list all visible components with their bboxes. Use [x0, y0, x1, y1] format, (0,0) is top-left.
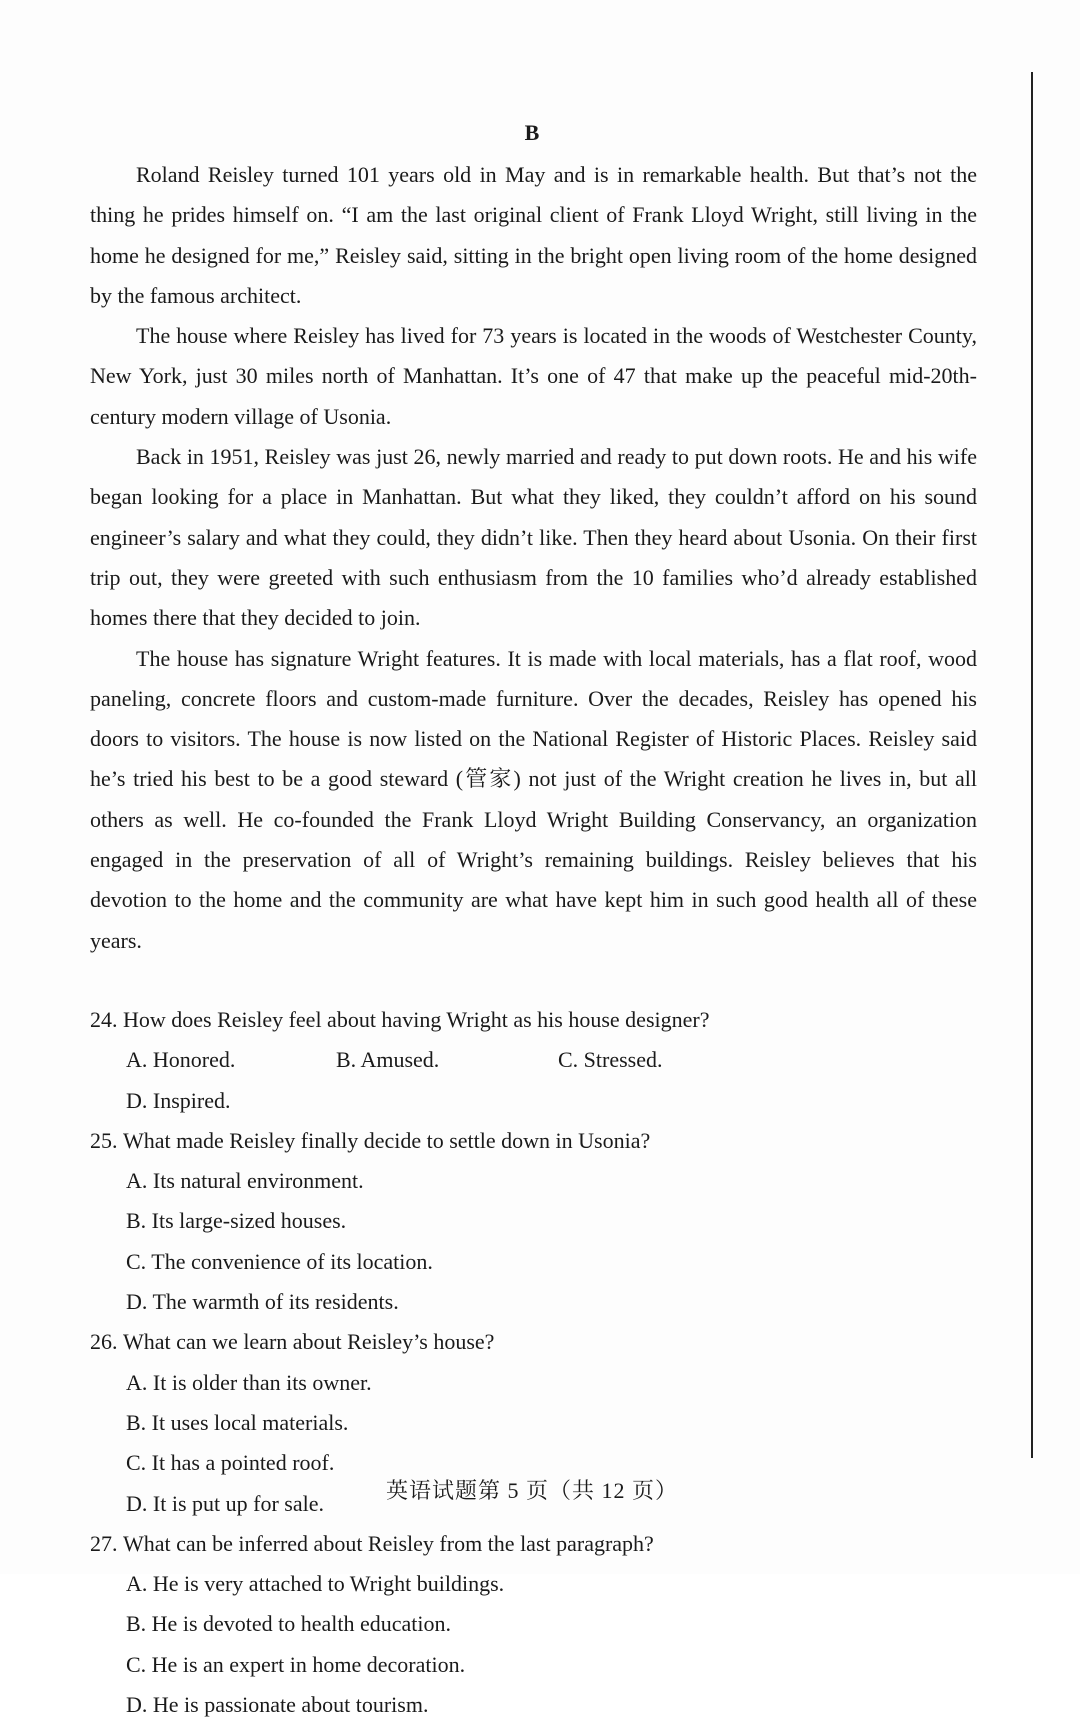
question-stem [90, 1000, 977, 1040]
question-27 [90, 1524, 977, 1725]
question-stem [90, 1121, 977, 1161]
question-stem [90, 1322, 977, 1362]
option-a[interactable]: A. It is older than its owner. [126, 1369, 372, 1395]
option-c[interactable]: C. It has a pointed roof. [126, 1450, 335, 1476]
option-c[interactable]: C. He is an expert in home decoration. [126, 1651, 466, 1677]
passage-paragraph: The house where Reisley has lived for 73 years is located in the woods of Westchester County, New York, just 30 miles north of Manhattan. It’s one of 47 that make up the peaceful mid-20th-century modern village of Usonia. [90, 323, 977, 429]
question-text: What made Reisley finally decide to settle down in Usonia? [123, 1127, 651, 1153]
option-c[interactable]: C. The convenience of its location. [126, 1248, 433, 1274]
option-list [90, 1161, 977, 1322]
option-list [90, 1564, 977, 1725]
question-text: What can we learn about Reisley’s house? [123, 1329, 495, 1355]
option-d[interactable]: D. The warmth of its residents. [126, 1289, 399, 1315]
question-number: 27. [90, 1530, 123, 1556]
passage-paragraph: Roland Reisley turned 101 years old in May and is in remarkable health. But that’s not the thing he prides himself on. “I am the last original client of Frank Lloyd Wright, still living in the home he designed for me,” Reisley said, sitting in the bright open living room of the home designed by the famous architect. [90, 162, 977, 308]
option-a[interactable]: A. Honored. [126, 1047, 236, 1073]
question-text: What can be inferred about Reisley from the last paragraph? [123, 1530, 654, 1556]
option-list [90, 1040, 977, 1121]
option-d[interactable]: D. He is passionate about tourism. [126, 1692, 429, 1718]
passage-paragraph: Back in 1951, Reisley was just 26, newly married and ready to put down roots. He and his wife began looking for a place in Manhattan. But what they liked, they couldn’t afford on his sound engineer’s salary and what they could, they didn’t like. Then they heard about Usonia. On their first trip out, they were greeted with such enthusiasm from the 10 families who’d already established homes there that they decided to join. [90, 444, 977, 631]
question-list [90, 1000, 977, 1725]
option-a[interactable]: A. Its natural environment. [126, 1168, 364, 1194]
question-number: 26. [90, 1329, 123, 1355]
reading-passage [90, 155, 977, 961]
option-b[interactable]: B. It uses local materials. [126, 1409, 349, 1435]
question-25 [90, 1121, 977, 1322]
question-number: 24. [90, 1007, 123, 1032]
option-b[interactable]: B. Its large-sized houses. [126, 1208, 347, 1234]
option-b[interactable]: B. Amused. [336, 1047, 440, 1073]
option-c[interactable]: C. Stressed. [558, 1047, 663, 1073]
page-footer: 英语试题第 5 页（共 12 页） [385, 1478, 678, 1503]
question-number: 25. [90, 1127, 123, 1153]
question-text: How does Reisley feel about having Wright as his house designer? [123, 1007, 710, 1032]
question-24 [90, 1000, 977, 1121]
question-stem [90, 1524, 977, 1564]
option-d[interactable]: D. It is put up for sale. [126, 1490, 324, 1516]
option-b[interactable]: B. He is devoted to health education. [126, 1611, 452, 1637]
passage-paragraph: The house has signature Wright features. It is made with local materials, has a flat roof, wood paneling, concrete floors and custom-made furniture. Over the decades, Reisley has opened his doors to visitors. The house is now listed on the National Register of Historic Places. Reisley said he’s tried his best to be a good steward (管家) not just of the Wright creation he lives in, but all others as well. He co-founded the Frank Lloyd Wright Building Conservancy, an organization engaged in the preservation of all of Wright’s remaining buildings. Reisley believes that his devotion to the home and the community are what have kept him in such good health all of these years. [90, 645, 977, 953]
margin-rule [1031, 72, 1033, 1458]
section-title: B [524, 120, 540, 145]
option-d[interactable]: D. Inspired. [126, 1087, 231, 1113]
option-a[interactable]: A. He is very attached to Wright buildings. [126, 1571, 505, 1597]
